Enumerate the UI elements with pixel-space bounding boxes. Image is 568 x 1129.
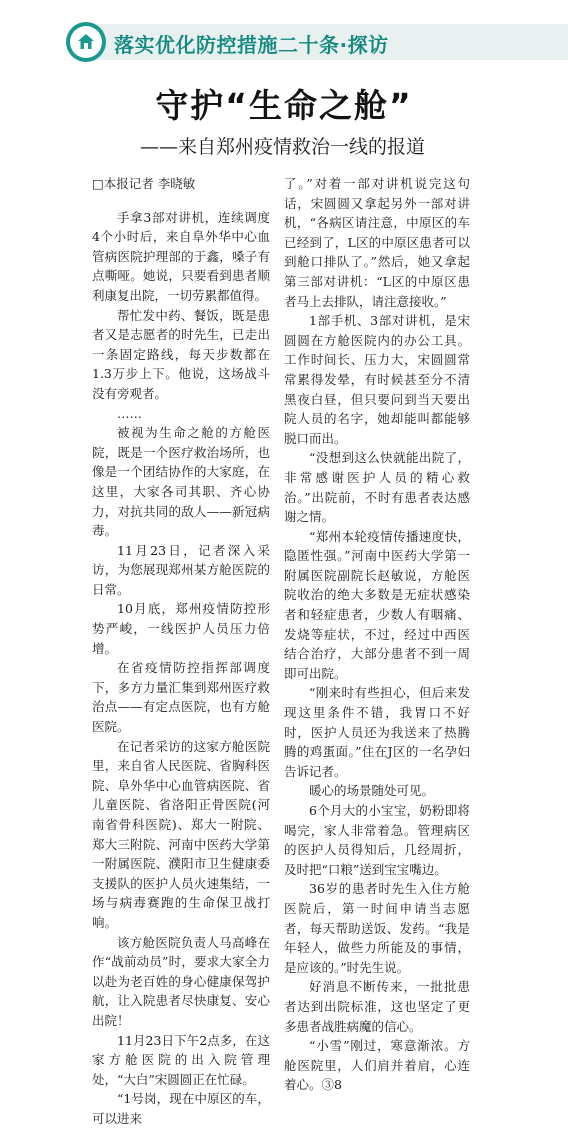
paragraph: “郑州本轮疫情传播速度快，隐匿性强。”河南中医药大学第一附属医院副院长赵敏说，方舱医院收治的绝大多数是无症状感染者和轻症患者，少数人有咽痛、发烧等症状，不过，经过中西医结合治疗，大部分患者不到一周即可出院。 [284,528,470,681]
article-column-right [284,174,470,1095]
paragraph: “1号岗，现在中原区的车，可以进来 [92,1091,270,1126]
paragraph: 10月底，郑州疫情防控形势严峻，一线医护人员压力倍增。 [92,601,270,656]
paragraph-continued: 了。”对着一部对讲机说完这句话，宋圆圆又拿起另外一部对讲机，“各病区请注意，中原区的车已经到了，L区的中原区患者可以到舱口排队了。”然后，她又拿起第三部对讲机：“L区的中原区患者马上去排队，请注意接收。” [284,176,470,309]
column-badge [66,22,106,62]
column-title: 落实优化防控措施二十条·探访 [114,33,389,57]
paragraph: 好消息不断传来，一批批患者达到出院标准，这也坚定了更多患者战胜病魔的信心。 [284,979,470,1034]
house-emblem-icon [70,26,102,58]
ellipsis-separator: …… [117,405,142,421]
byline: □本报记者 李晓敏 [92,176,196,191]
paragraph: 帮忙发中药、餐饭，既是患者又是志愿者的时先生，已走出一条固定路线，每天步数都在1.3万步上下。他说，这场战斗没有旁观者。 [92,307,270,401]
paragraph: 11月23日下午2点多，在这家方舱医院的出入院管理处，“大白”宋圆圆正在忙碌。 [92,1032,270,1087]
paragraph: 被视为生命之舱的方舱医院，既是一个医疗救治场所，也像是一个团结协作的大家庭，在这里，大家各司其职、齐心协力，对抗共同的敌人——新冠病毒。 [92,425,270,539]
paragraph: 6个月大的小宝宝，奶粉即将喝完，家人非常着急。管理病区的医护人员得知后，几经周折，及时把“口粮”送到宝宝嘴边。 [284,803,470,877]
paragraph: 36岁的患者时先生入住方舱医院后，第一时间申请当志愿者，每天帮助送饭、发药。“我是年轻人，做些力所能及的事情，是应该的。”时先生说。 [284,881,470,975]
article-subhead: ——来自郑州疫情救治一线的报道 [140,136,426,158]
paragraph: 该方舱医院负责人马高峰在作“战前动员”时，要求大家全力以赴为老百姓的身心健康保驾护航，让入院患者尽快康复、安心出院！ [92,934,270,1028]
paragraph: 手拿3部对讲机，连续调度4个小时后，来自阜外华中心血管病医院护理部的于鑫，嗓子有点嘶哑。她说，只要看到患者顺利康复出院，一切劳累都值得。 [92,209,270,303]
paragraph: “没想到这么快就能出院了，非常感谢医护人员的精心救治。”出院前，不时有患者表达感谢之情。 [284,450,470,525]
article-column-left [92,174,270,1129]
paragraph: “刚来时有些担心，但后来发现这里条件不错，我胃口不好时，医护人员还为我送来了热腾腾的鸡蛋面。”住在J区的一名孕妇告诉记者。 [284,685,470,779]
paragraph: “小雪”刚过，寒意渐浓。方舱医院里，人们肩并着肩，心连着心。③8 [284,1038,470,1093]
paragraph: 1部手机、3部对讲机，是宋圆圆在方舱医院内的办公工具。工作时间长、压力大，宋圆圆常常累得发晕，有时候甚至分不清黑夜白昼，但只要问到当天要出院人员的名字，她却能叫都能够脱口而出。 [284,313,470,446]
article-headline: 守护“生命之舱” [155,86,413,125]
paragraph: 11月23日，记者深入采访，为您展现郑州某方舱医院的日常。 [92,542,270,597]
paragraph: 在省疫情防控指挥部调度下，多方力量汇集到郑州医疗救治点——有定点医院，也有方舱医院。 [92,660,270,735]
column-banner [0,20,568,64]
paragraph: 暖心的场景随处可见。 [309,783,435,799]
paragraph: 在记者采访的这家方舱医院里，来自省人民医院、省胸科医院、阜外华中心血管病医院、省儿童医院、省洛阳正骨医院(河南省骨科医院)、郑大一附院、郑大三附院、河南中医药大学第一附属医院、濮阳市卫生健康委支援队的医护人员火速集结，一场与病毒赛跑的生命保卫战打响。 [92,738,270,930]
